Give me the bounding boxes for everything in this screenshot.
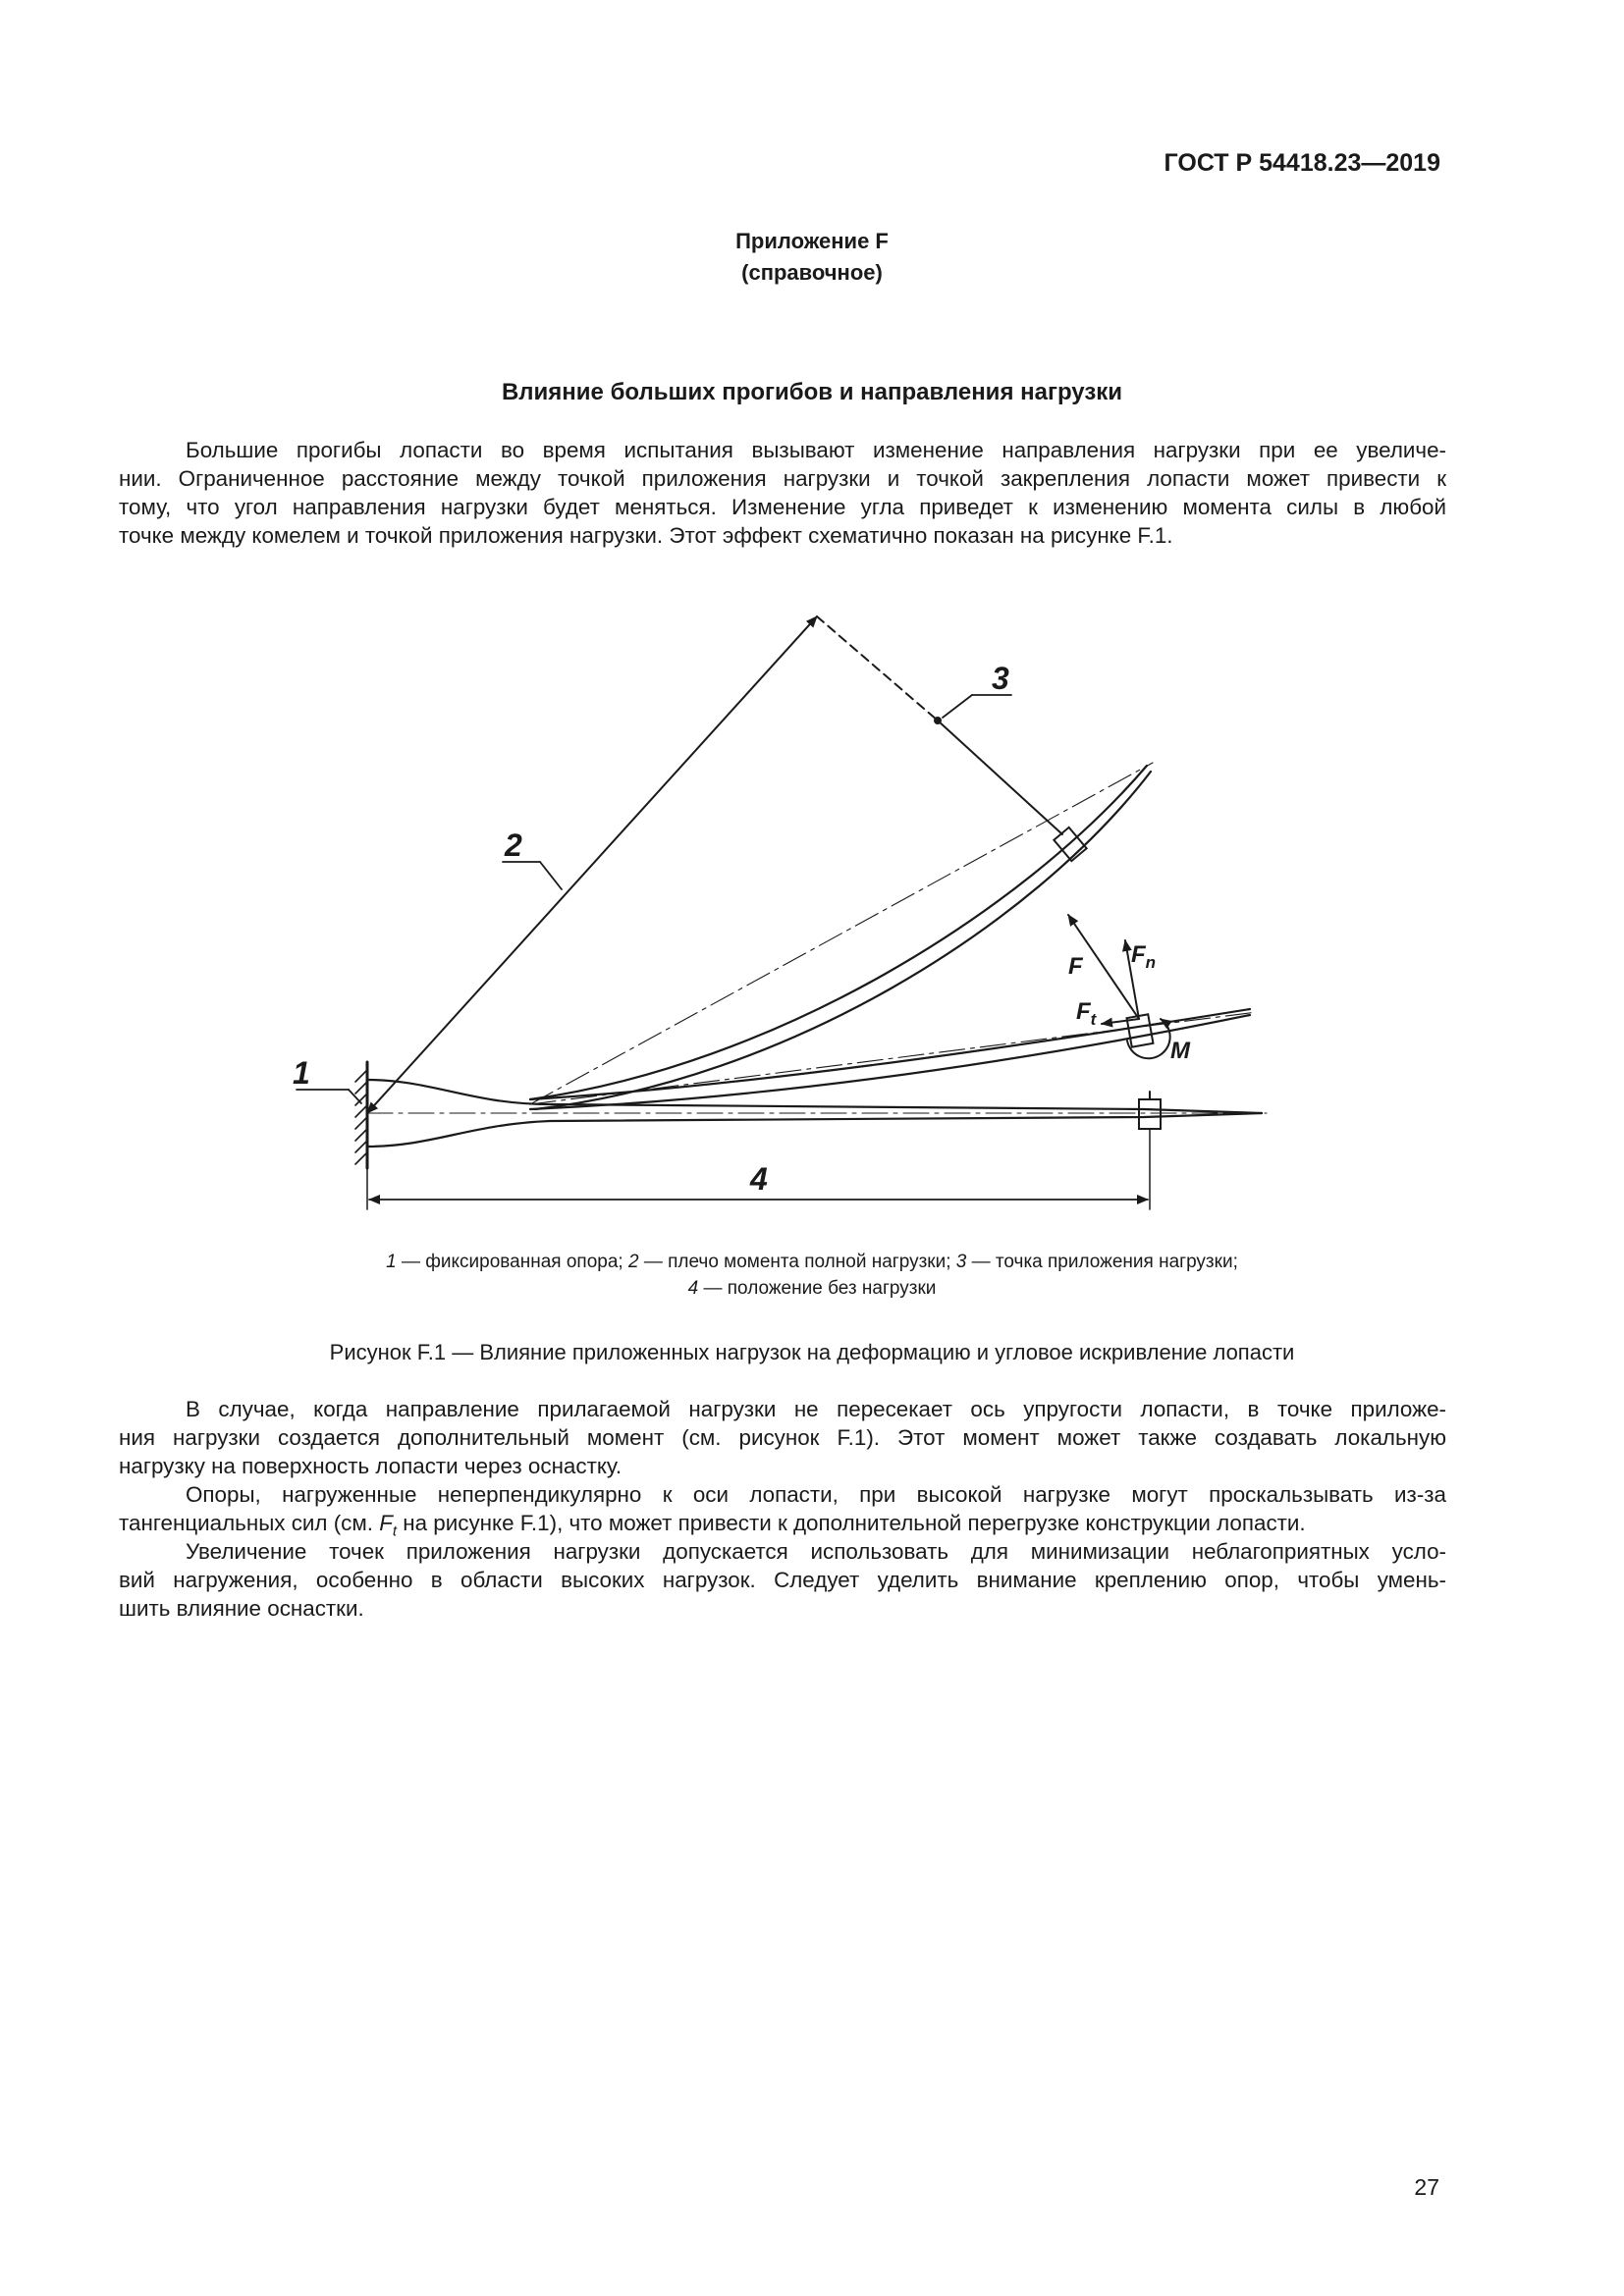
text-line: Большие прогибы лопасти во время испытания вызывают изменение направления нагрузки при ее увеличе- bbox=[186, 438, 1446, 462]
legend-text: — плечо момента полной нагрузки; bbox=[638, 1252, 956, 1272]
clamp-partial bbox=[1127, 1014, 1154, 1046]
label-support: 1 bbox=[293, 1055, 310, 1091]
text-line: вий нагружения, особенно в области высоких нагрузок. Следует уделить внимание креплению опор, чтобы умень- bbox=[119, 1568, 1446, 1592]
moment-arm-line bbox=[367, 616, 817, 1113]
moment-arc bbox=[1127, 1019, 1170, 1058]
label-force-Ft bbox=[1076, 998, 1098, 1029]
force-F-arrow bbox=[1068, 915, 1139, 1019]
text-line: В случае, когда направление прилагаемой нагрузки не пересекает ось упругости лопасти, в точке приложе- bbox=[186, 1397, 1446, 1421]
legend-num: 1 bbox=[386, 1252, 397, 1272]
document-code: ГОСТ Р 54418.23—2019 bbox=[1164, 149, 1440, 177]
legend-text: — точка приложения нагрузки; bbox=[966, 1252, 1238, 1272]
body-paragraph-3 bbox=[119, 1537, 1446, 1623]
text-fragment: тангенциальных сил (см. bbox=[119, 1511, 380, 1535]
force-Ft-arrow bbox=[1102, 1019, 1139, 1024]
load-direction-dashed bbox=[817, 616, 938, 721]
legend-text: — фиксированная опора; bbox=[396, 1252, 628, 1272]
label-force-F: F bbox=[1068, 953, 1083, 980]
force-Fn-arrow bbox=[1125, 940, 1139, 1019]
body-paragraph-2 bbox=[119, 1480, 1446, 1545]
legend-num: 4 bbox=[687, 1278, 699, 1299]
text-line: тому, что угол направления нагрузки будет меняться. Изменение угла приведет к изменению момента силы в любой bbox=[119, 495, 1446, 519]
label-force-Fn bbox=[1131, 941, 1156, 972]
text-line: точке между комелем и точкой приложения нагрузки. Этот эффект схематично показан на рисунке F.1. bbox=[119, 523, 1173, 548]
body-paragraph-1 bbox=[119, 1395, 1446, 1480]
clamp-deflected bbox=[1054, 828, 1086, 861]
symbol-subscript-t: t bbox=[392, 1522, 398, 1540]
label-force-Ft-base: F bbox=[1076, 998, 1091, 1025]
leader-3b bbox=[943, 695, 972, 718]
legend-num: 3 bbox=[955, 1252, 967, 1272]
label-force-Fn-sub: n bbox=[1145, 953, 1157, 972]
label-force-Ft-sub: t bbox=[1090, 1010, 1097, 1029]
legend-line-1 bbox=[0, 1249, 1624, 1275]
label-load-point: 3 bbox=[992, 661, 1009, 696]
section-title: Влияние больших прогибов и направления нагрузки bbox=[501, 379, 1123, 405]
leader-2b bbox=[540, 862, 562, 889]
label-arm: 2 bbox=[505, 828, 522, 863]
text-line: ния нагрузки создается дополнительный момент (см. рисунок F.1). Этот момент может также создавать локальную bbox=[119, 1425, 1446, 1450]
legend-text: — положение без нагрузки bbox=[698, 1278, 937, 1299]
text-line: нии. Ограниченное расстояние между точкой приложения нагрузки и точкой закрепления лопасти может привести к bbox=[119, 466, 1446, 491]
text-line: Увеличение точек приложения нагрузки допускается использовать для минимизации неблагоприятных усло- bbox=[186, 1539, 1446, 1564]
load-line bbox=[938, 721, 1062, 834]
figure-legend bbox=[0, 1249, 1624, 1302]
label-force-Fn-base: F bbox=[1131, 941, 1146, 968]
label-moment-M: M bbox=[1170, 1038, 1190, 1064]
clamp-unloaded bbox=[1139, 1099, 1161, 1129]
text-line: шить влияние оснастки. bbox=[119, 1596, 364, 1621]
text-line: нагрузку на поверхность лопасти через оснастку. bbox=[119, 1454, 623, 1478]
blade-partially-deflected bbox=[530, 1009, 1257, 1109]
symbol-F: F bbox=[379, 1511, 393, 1535]
page-number: 27 bbox=[1414, 2174, 1439, 2200]
label-unloaded: 4 bbox=[750, 1161, 768, 1197]
figure-caption: Рисунок F.1 — Влияние приложенных нагрузок на деформацию и угловое искривление лопасти bbox=[329, 1340, 1295, 1364]
annex-subtitle: (справочное) bbox=[741, 260, 883, 285]
leader-1b bbox=[349, 1090, 361, 1103]
blade-fully-deflected bbox=[530, 763, 1153, 1109]
support-hatch bbox=[355, 1070, 367, 1164]
load-application-point bbox=[935, 718, 942, 724]
intro-paragraph bbox=[119, 436, 1446, 550]
text-line: Опоры, нагруженные неперпендикулярно к оси лопасти, при высокой нагрузке могут проскальзывать из-за bbox=[186, 1482, 1446, 1507]
legend-num: 2 bbox=[627, 1252, 639, 1272]
annex-title: Приложение F bbox=[735, 229, 889, 253]
blade-unloaded bbox=[367, 1080, 1267, 1147]
legend-line-2 bbox=[0, 1275, 1624, 1302]
annex-heading bbox=[0, 226, 1624, 289]
text-fragment: на рисунке F.1), что может привести к дополнительной перегрузке конструкции лопасти. bbox=[397, 1511, 1306, 1535]
